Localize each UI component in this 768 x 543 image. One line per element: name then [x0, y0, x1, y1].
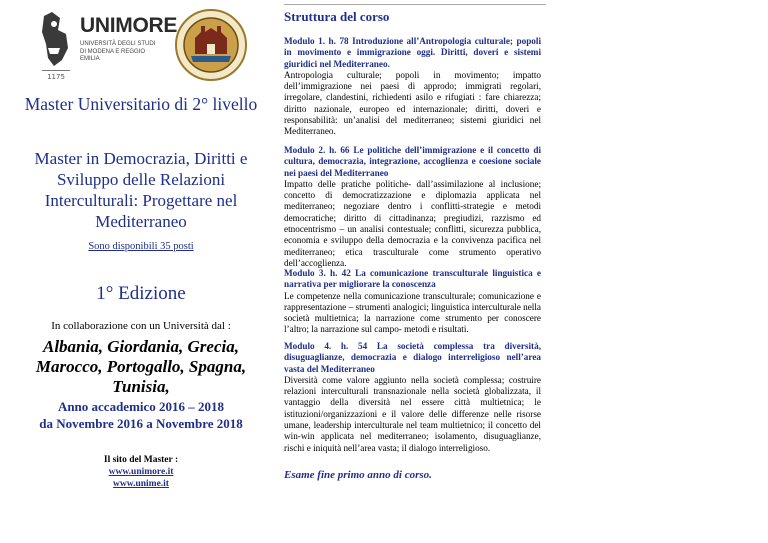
course-structure-heading: Struttura del corso — [284, 9, 390, 24]
module-description: Le competenze nella comunicazione transculturale; comunicazione e rappresentazione – strumenti analogici; linguistica interculturale nella società multietnica; la narrazione come strumento per conoscere l’altro; la narrazione sul campo- metodi e risultati. — [284, 290, 541, 335]
master-level: Master Universitario di 2° livello — [24, 94, 258, 114]
module-4 — [284, 341, 541, 454]
unimore-subtitle: UNIVERSITÀ DEGLI STUDI DI MODENA E REGGIO EMILIA — [80, 41, 156, 62]
module-description: Antropologia culturale; popoli in movimento; impatto dell’immigrazione nei paesi di approdo; immigrati regolari, irregolare, clandestini, richiedenti asilo e rifugiati : fare chiarezza; diritto nazionale, europeo ed internazionale; diritti, doveri e responsabilità: un’analisi del mediterraneo; sistemi giuridici nel Mediterraneo. — [284, 69, 541, 137]
collaboration-text: In collaborazione con un Università dal : — [51, 320, 231, 332]
module-heading: Modulo 1. h. 78 Introduzione all’Antropologia culturale; popoli in movimento e immigrazione oggi. Diritti, doveri e sistemi giuridici nel Mediterraneo. — [284, 36, 541, 69]
unimore-crest-icon — [38, 8, 76, 83]
website-block — [16, 454, 266, 490]
module-heading: Modulo 3. h. 42 La comunicazione transculturale linguistica e narrativa per migliorare la conoscenza — [284, 268, 541, 290]
logos-row — [26, 8, 266, 83]
edition-heading: 1° Edizione — [96, 283, 186, 304]
unimore-year: 1175 — [47, 73, 65, 81]
academic-year — [16, 398, 266, 432]
academic-period-line: da Novembre 2016 a Novembre 2018 — [39, 416, 243, 431]
right-column — [284, 0, 744, 543]
available-seats: Sono disponibili 35 posti — [88, 241, 194, 252]
top-divider — [284, 4, 546, 5]
module-2 — [284, 145, 541, 269]
module-3 — [284, 268, 541, 336]
link-unimore[interactable]: www.unimore.it — [108, 467, 174, 477]
module-description: Diversità come valore aggiunto nella società complessa; costruire relazioni interculturali transnazionale nella società globalizzata, il vantaggio della diversità nel essere città multietnica; le istituzioni/organizzazioni e il valore delle differenze nelle risorse umane, leadership interculturale nel team multietnico; il concetto del win-win applicata nel mediterraneo; isolamento, disuguaglianze, rischi e iniquità nell’area vasta; il dialogo interreligioso. — [284, 374, 541, 453]
website-label: Il sito del Master : — [103, 455, 179, 465]
module-1 — [284, 36, 541, 138]
module-heading: Modulo 2. h. 66 Le politiche dell’immigrazione e il concetto di cultura, democrazia, integrazione, accoglienza e coesione sociale nei paesi del Mediterraneo — [284, 145, 541, 178]
left-column — [16, 0, 266, 543]
final-exam-note: Esame fine primo anno di corso. — [284, 469, 432, 481]
unimore-wordmark: UNIMORE — [80, 14, 178, 37]
academic-year-line: Anno accademico 2016 – 2018 — [57, 399, 225, 414]
unimore-logo — [38, 8, 178, 83]
university-seal-icon — [171, 8, 251, 83]
partner-countries: Albania, Giordania, Grecia, Marocco, Portogallo, Spagna, Tunisia, — [35, 337, 247, 396]
link-unime[interactable]: www.unime.it — [113, 479, 169, 489]
module-heading: Modulo 4. h. 54 La società complessa tra diversità, disuguaglianze, democrazia e dialogo interreligioso nell’area vasta del Mediterraneo — [284, 341, 541, 374]
master-title: Master in Democrazia, Diritti e Sviluppo delle Relazioni Interculturali: Progettare nel Mediterraneo — [34, 149, 248, 231]
module-description: Impatto delle pratiche politiche- dall’assimilazione al inclusione; concetto di democratizzazione e diplomazia applicata nel mediterraneo; negoziare dentro i conflitti-strategie e metodi democratiche; diritto di cittadinanza; pregiudizi, razzismo ed etnocentrismo – un analisi contestuale; conflitti, sicurezza pubblica, economia e sviluppo della democrazia e la convivenza pacifica nel mediterraneo; etica trasculturale come strumento operativo dell’accoglienza. — [284, 178, 541, 268]
